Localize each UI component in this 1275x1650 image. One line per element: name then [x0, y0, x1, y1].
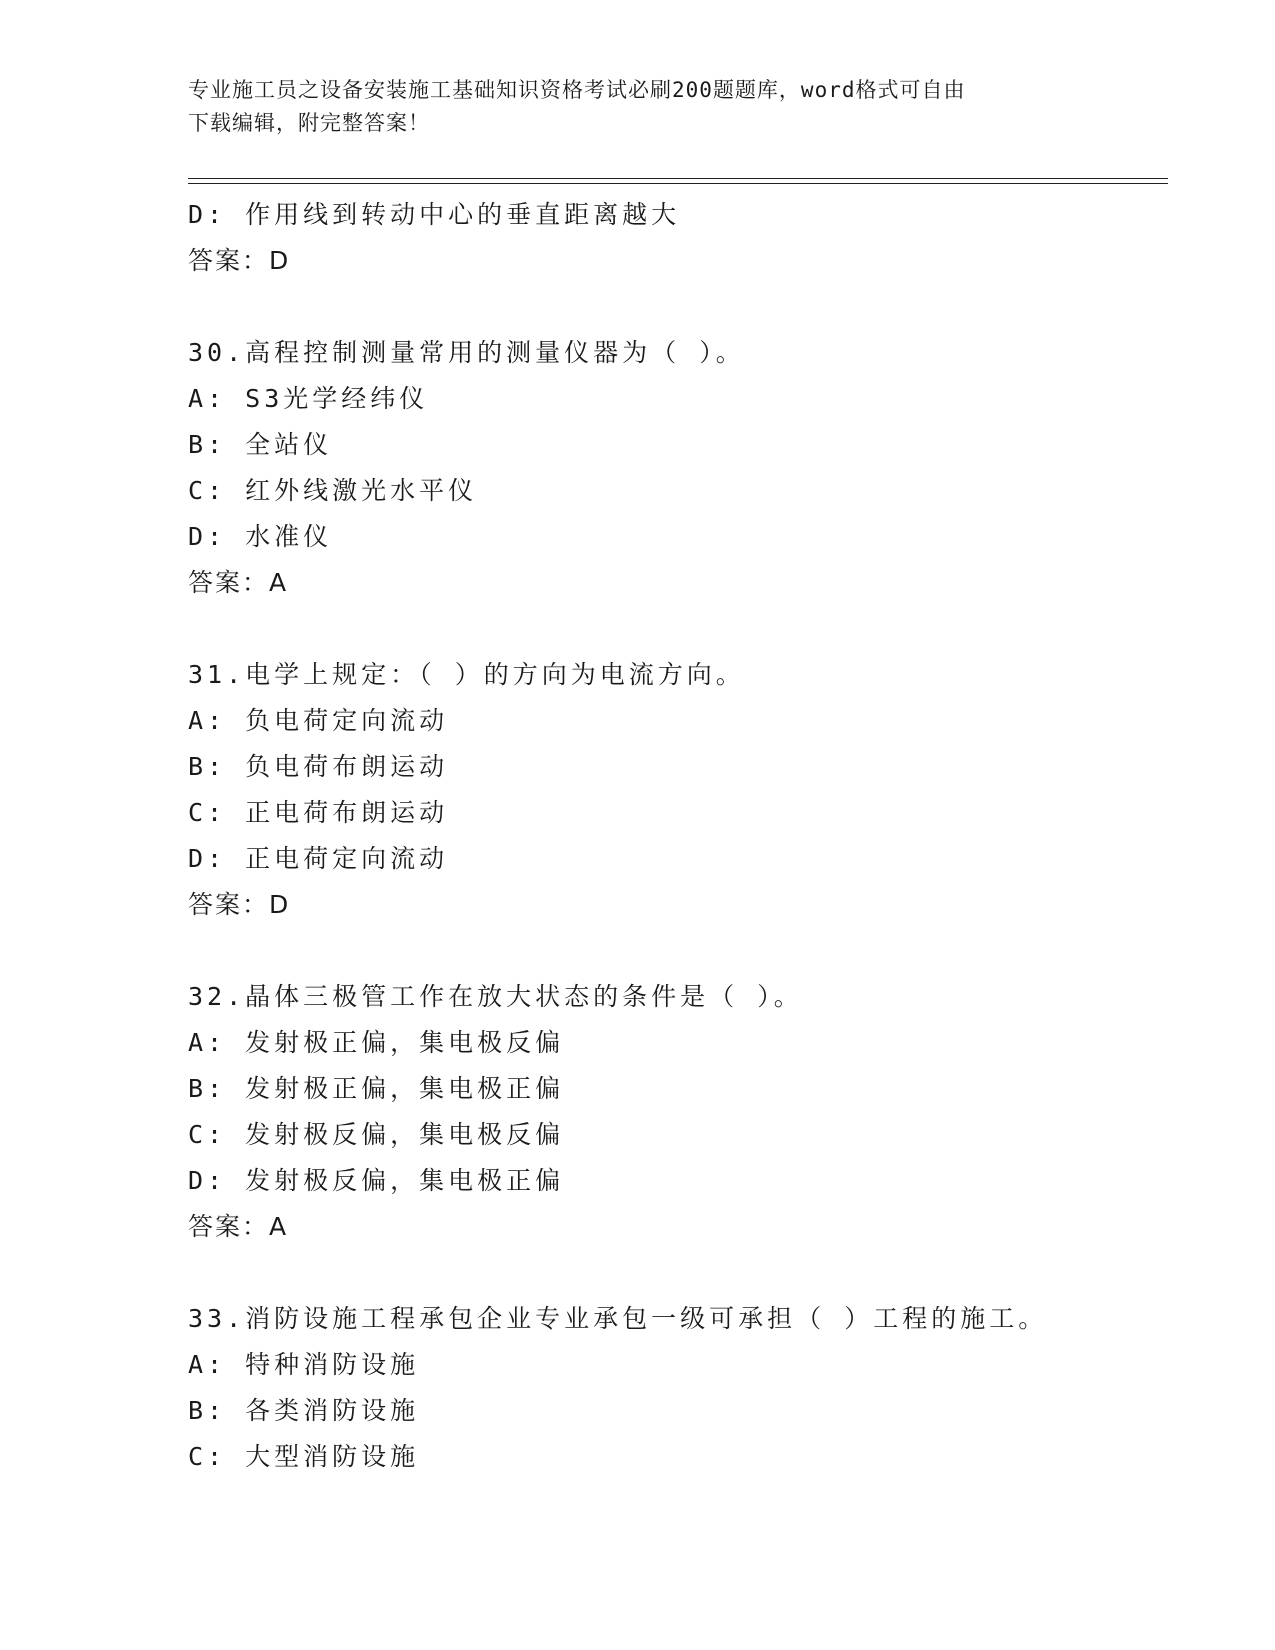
option-a: A: 发射极正偏，集电极反偏: [188, 1028, 565, 1057]
option-b: B: 发射极正偏，集电极正偏: [188, 1074, 565, 1103]
question-stem: 31.电学上规定：（ ）的方向为电流方向。: [188, 660, 745, 689]
header-divider-top: [188, 178, 1168, 179]
option-d: D: 正电荷定向流动: [188, 844, 449, 873]
question-32: [188, 974, 1168, 1250]
question-30: [188, 330, 1168, 606]
answer: 答案：A: [188, 1212, 289, 1241]
option-d: D: 水准仪: [188, 522, 333, 551]
header-line-2: 下载编辑，附完整答案！: [188, 111, 430, 135]
question-33: [188, 1296, 1168, 1480]
option-c: C: 正电荷布朗运动: [188, 798, 449, 827]
option-a: A: S3光学经纬仪: [188, 384, 429, 413]
question-stem: 32.晶体三极管工作在放大状态的条件是（ ）。: [188, 982, 803, 1011]
option-c: C: 发射极反偏，集电极反偏: [188, 1120, 565, 1149]
option-b: B: 负电荷布朗运动: [188, 752, 449, 781]
answer: 答案：D: [188, 890, 291, 919]
spacer: [188, 928, 1168, 974]
option-d-continued: D: 作用线到转动中心的垂直距离越大: [188, 200, 681, 229]
option-a: A: 负电荷定向流动: [188, 706, 449, 735]
option-b: B: 全站仪: [188, 430, 333, 459]
option-d: D: 发射极反偏，集电极正偏: [188, 1166, 565, 1195]
spacer: [188, 606, 1168, 652]
option-c: C: 大型消防设施: [188, 1442, 420, 1471]
option-b: B: 各类消防设施: [188, 1396, 420, 1425]
spacer: [188, 1250, 1168, 1296]
option-c: C: 红外线激光水平仪: [188, 476, 478, 505]
option-a: A: 特种消防设施: [188, 1350, 420, 1379]
header-divider-bottom: [188, 183, 1168, 184]
question-list: [188, 192, 1168, 1480]
header-line-1: 专业施工员之设备安装施工基础知识资格考试必刷200题题库，word格式可自由: [188, 78, 966, 102]
document-header: [188, 74, 1088, 140]
question-stem: 30.高程控制测量常用的测量仪器为（ ）。: [188, 338, 745, 367]
spacer: [188, 284, 1168, 330]
question-stem: 33.消防设施工程承包企业专业承包一级可承担（ ）工程的施工。: [188, 1304, 1048, 1333]
question-31: [188, 652, 1168, 928]
answer-continued: 答案：D: [188, 246, 291, 275]
answer: 答案：A: [188, 568, 289, 597]
